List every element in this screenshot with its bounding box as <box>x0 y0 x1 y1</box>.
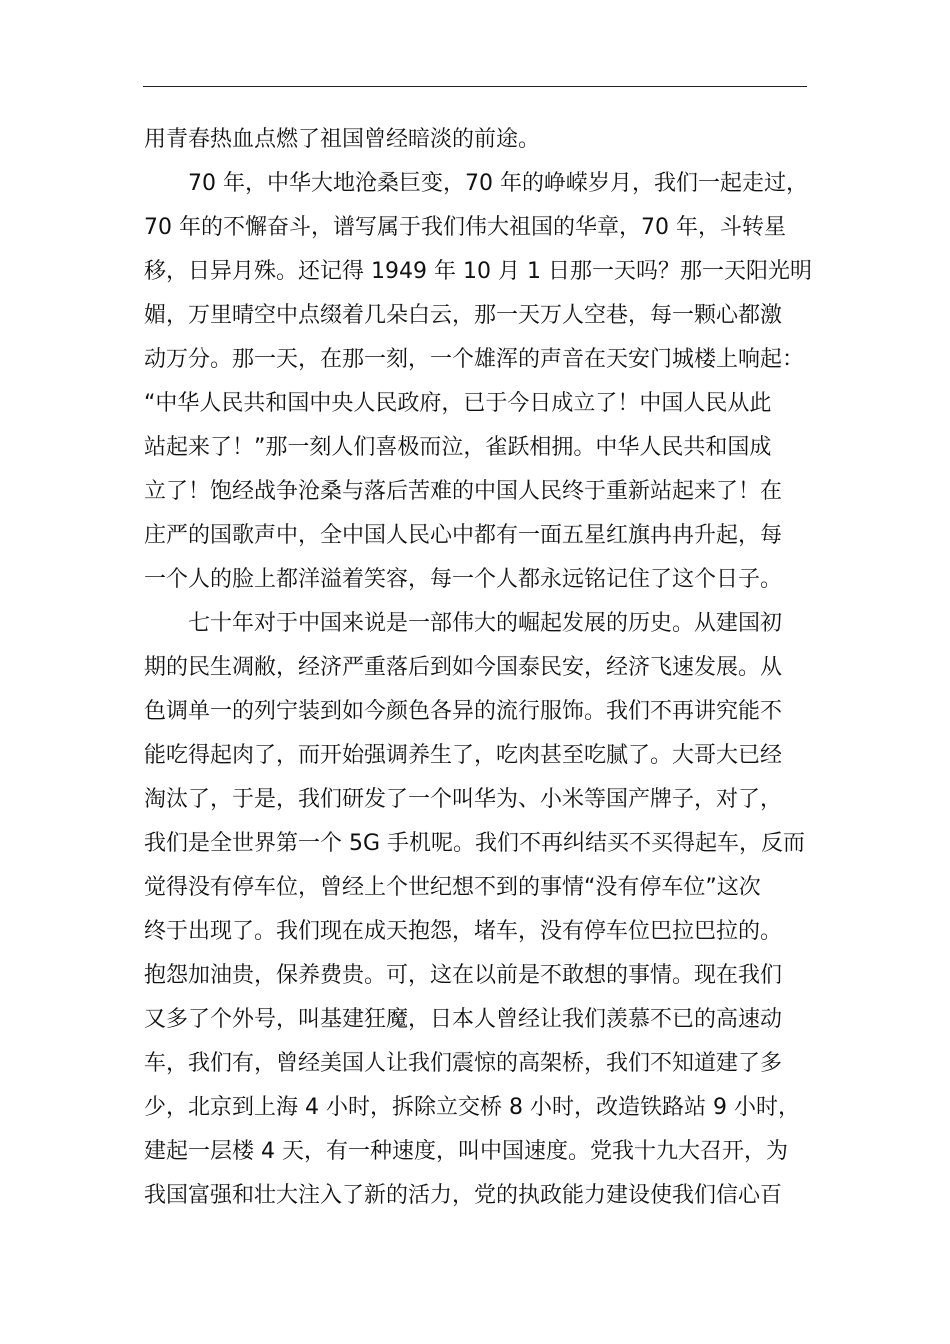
text-line: 70 年，中华大地沧桑巨变，70 年的峥嵘岁月，我们一起走过， <box>188 171 808 196</box>
text-line: 庄严的国歌声中，全中国人民心中都有一面五星红旗冉冉升起，每 <box>144 523 783 548</box>
text-line: 用青春热血点燃了祖国曾经暗淡的前途。 <box>144 127 541 152</box>
text-line: 色调单一的列宁装到如今颜色各异的流行服饰。我们不再讲究能不 <box>144 699 783 724</box>
text-line: 终于出现了。我们现在成天抱怨，堵车，没有停车位巴拉巴拉的。 <box>144 919 783 944</box>
text-line: 站起来了！”那一刻人们喜极而泣，雀跃相拥。中华人民共和国成 <box>144 435 772 460</box>
text-line: 期的民生凋敝，经济严重落后到如今国泰民安，经济飞速发展。从 <box>144 655 783 680</box>
text-line: 车，我们有，曾经美国人让我们震惊的高架桥，我们不知道建了多 <box>144 1051 783 1076</box>
text-line: 少，北京到上海 4 小时，拆除立交桥 8 小时，改造铁路站 9 小时， <box>144 1095 800 1120</box>
text-line: 70 年的不懈奋斗，谱写属于我们伟大祖国的华章，70 年，斗转星 <box>144 215 786 240</box>
body-text <box>144 118 812 1218</box>
text-line: 淘汰了，于是，我们研发了一个叫华为、小米等国产牌子，对了， <box>144 787 783 812</box>
text-line: 能吃得起肉了，而开始强调养生了，吃肉甚至吃腻了。大哥大已经 <box>144 743 783 768</box>
text-line: 七十年对于中国来说是一部伟大的崛起发展的历史。从建国初 <box>188 611 783 636</box>
text-line: 又多了个外号，叫基建狂魔，日本人曾经让我们羡慕不已的高速动 <box>144 1007 783 1032</box>
text-line: 立了！饱经战争沧桑与落后苦难的中国人民终于重新站起来了！在 <box>144 479 783 504</box>
text-line: 建起一层楼 4 天，有一种速度，叫中国速度。党我十九大召开，为 <box>144 1139 788 1164</box>
text-line: “中华人民共和国中央人民政府，已于今日成立了！中国人民从此 <box>144 391 772 416</box>
text-line: 我们是全世界第一个 5G 手机呢。我们不再纠结买不买得起车，反而 <box>144 831 806 856</box>
text-line: 移，日异月殊。还记得 1949 年 10 月 1 日那一天吗？那一天阳光明 <box>144 259 812 284</box>
text-line: 觉得没有停车位，曾经上个世纪想不到的事情“没有停车位”这次 <box>144 875 761 900</box>
text-line: 一个人的脸上都洋溢着笑容，每一个人都永远铭记住了这个日子。 <box>144 567 783 592</box>
header-rule <box>143 86 807 87</box>
text-line: 媚，万里晴空中点缀着几朵白云，那一天万人空巷，每一颗心都激 <box>144 303 783 328</box>
text-line: 我国富强和壮大注入了新的活力，党的执政能力建设使我们信心百 <box>144 1183 783 1208</box>
text-line: 动万分。那一天，在那一刻，一个雄浑的声音在天安门城楼上响起： <box>144 347 805 372</box>
text-line: 抱怨加油贵，保养费贵。可，这在以前是不敢想的事情。现在我们 <box>144 963 783 988</box>
